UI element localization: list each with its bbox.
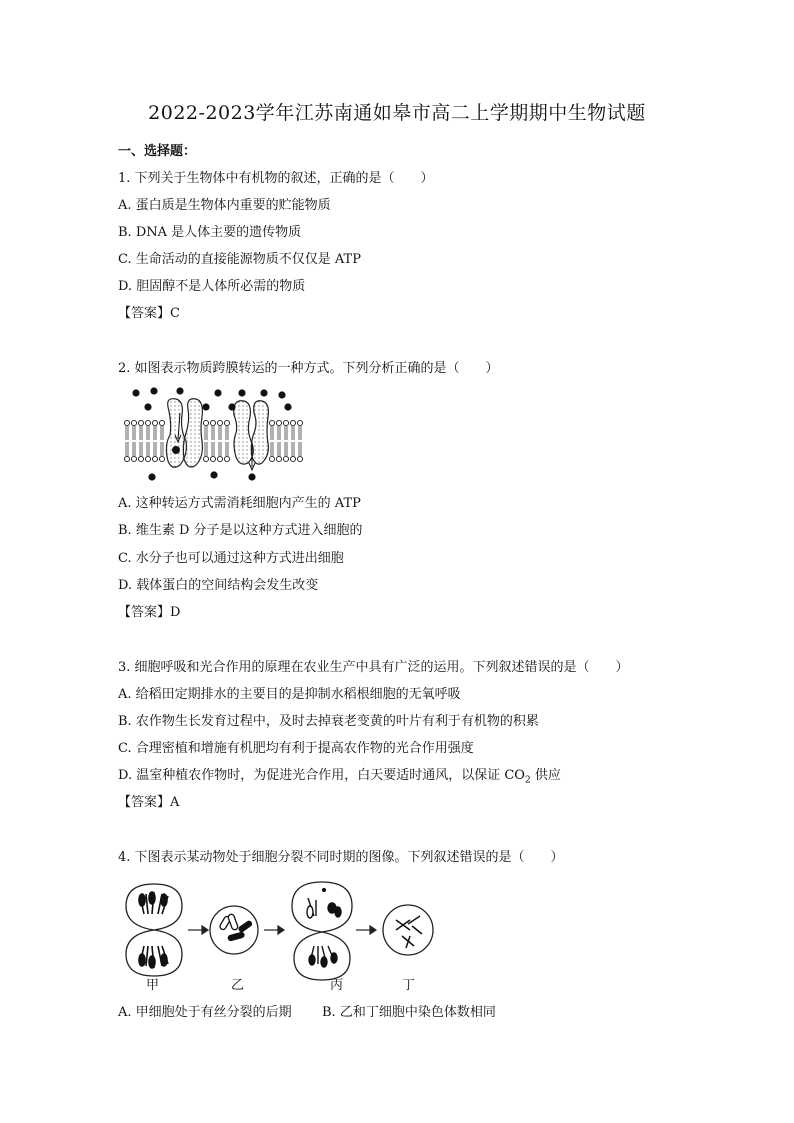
section-heading: 一、选择题： xyxy=(118,144,197,159)
label-bing: 丙 xyxy=(330,978,344,993)
q4-stem: 4. 下图表示某动物处于细胞分裂不同时期的图像。下列叙述错误的是（ ） xyxy=(118,850,564,865)
q1-option-c: C. 生命活动的直接能源物质不仅仅是 ATP xyxy=(118,252,361,267)
page-title: 2022-2023学年江苏南通如皋市高二上学期期中生物试题 xyxy=(148,102,646,124)
q2-option-a: A. 这种转运方式需消耗细胞内产生的 ATP xyxy=(118,496,361,511)
q4-option-a: A. 甲细胞处于有丝分裂的后期 xyxy=(118,1005,292,1020)
label-ding: 丁 xyxy=(402,978,416,993)
membrane-transport-diagram xyxy=(122,385,304,485)
q4-option-b: B. 乙和丁细胞中染色体数相同 xyxy=(322,1005,496,1020)
q1-answer: 【答案】C xyxy=(118,306,180,321)
q3-stem: 3. 细胞呼吸和光合作用的原理在农业生产中具有广泛的运用。下列叙述错误的是（ ） xyxy=(118,660,629,675)
q1-stem: 1. 下列关于生物体中有机物的叙述，正确的是（ ） xyxy=(118,171,434,186)
q3-option-c: C. 合理密植和增施有机肥均有利于提高农作物的光合作用强度 xyxy=(118,741,474,756)
q2-option-d: D. 载体蛋白的空间结构会发生改变 xyxy=(118,578,319,593)
q2-answer: 【答案】D xyxy=(118,605,181,620)
q3-option-d: D. 温室种植农作物时，为促进光合作用，白天要适时通风，以保证 $CO_2$ 供应 xyxy=(118,768,561,786)
label-yi: 乙 xyxy=(231,978,245,993)
q3-option-b: B. 农作物生长发育过程中，及时去掉衰老变黄的叶片有利于有机物的积累 xyxy=(118,714,539,729)
q2-option-b: B. 维生素 D 分子是以这种方式进入细胞的 xyxy=(118,523,363,538)
q2-option-c: C. 水分子也可以通过这种方式进出细胞 xyxy=(118,551,344,566)
q3-answer: 【答案】A xyxy=(118,795,180,810)
q1-option-d: D. 胆固醇不是人体所必需的物质 xyxy=(118,279,306,294)
q1-option-b: B. DNA 是人体主要的遗传物质 xyxy=(118,225,302,240)
label-jia: 甲 xyxy=(146,978,160,993)
cell-division-diagram xyxy=(118,876,448,996)
q2-stem: 2. 如图表示物质跨膜转运的一种方式。下列分析正确的是（ ） xyxy=(118,361,499,376)
q1-option-a: A. 蛋白质是生物体内重要的贮能物质 xyxy=(118,198,331,213)
q3-option-a: A. 给稻田定期排水的主要目的是抑制水稻根细胞的无氧呼吸 xyxy=(118,687,461,702)
